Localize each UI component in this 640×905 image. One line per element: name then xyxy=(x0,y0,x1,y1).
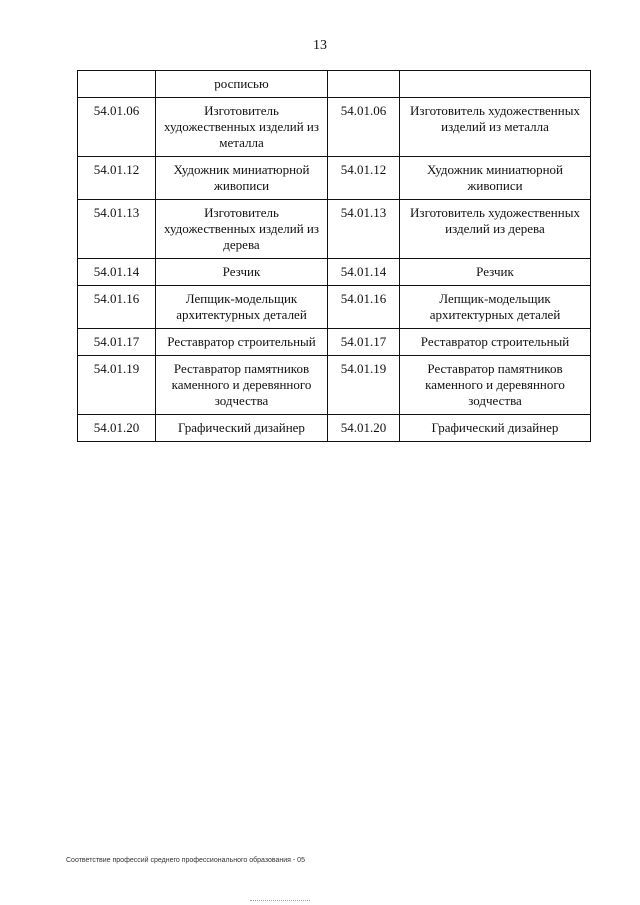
new-name-cell xyxy=(400,71,591,98)
new-code-cell: 54.01.06 xyxy=(328,98,400,157)
page-number: 13 xyxy=(313,38,327,53)
table-row xyxy=(78,286,591,329)
new-name-cell: Графический дизайнер xyxy=(400,415,591,442)
old-code-cell: 54.01.16 xyxy=(78,286,156,329)
new-name-cell: Реставратор памятников каменного и деревянного зодчества xyxy=(400,356,591,415)
footer-note: Соответствие профессий среднего профессионального образования - 05 xyxy=(66,857,305,864)
new-code-cell: 54.01.13 xyxy=(328,200,400,259)
new-name-cell: Изготовитель художественных изделий из дерева xyxy=(400,200,591,259)
old-code-cell: 54.01.14 xyxy=(78,259,156,286)
new-code-cell: 54.01.20 xyxy=(328,415,400,442)
new-code-cell: 54.01.17 xyxy=(328,329,400,356)
table-row xyxy=(78,259,591,286)
old-code-cell: 54.01.20 xyxy=(78,415,156,442)
table-body xyxy=(78,71,591,442)
old-name-cell: росписью xyxy=(156,71,328,98)
profession-correspondence-table xyxy=(77,70,591,442)
new-code-cell: 54.01.14 xyxy=(328,259,400,286)
table-row xyxy=(78,71,591,98)
table-row xyxy=(78,415,591,442)
old-code-cell: 54.01.13 xyxy=(78,200,156,259)
table-row xyxy=(78,98,591,157)
old-name-cell: Художник миниатюрной живописи xyxy=(156,157,328,200)
old-name-cell: Реставратор строительный xyxy=(156,329,328,356)
new-name-cell: Изготовитель художественных изделий из металла xyxy=(400,98,591,157)
new-code-cell xyxy=(328,71,400,98)
table-row xyxy=(78,157,591,200)
new-code-cell: 54.01.16 xyxy=(328,286,400,329)
old-code-cell: 54.01.19 xyxy=(78,356,156,415)
old-name-cell: Лепщик-модельщик архитектурных деталей xyxy=(156,286,328,329)
old-name-cell: Изготовитель художественных изделий из дерева xyxy=(156,200,328,259)
new-name-cell: Резчик xyxy=(400,259,591,286)
old-code-cell: 54.01.12 xyxy=(78,157,156,200)
new-code-cell: 54.01.19 xyxy=(328,356,400,415)
old-code-cell: 54.01.06 xyxy=(78,98,156,157)
new-code-cell: 54.01.12 xyxy=(328,157,400,200)
old-name-cell: Резчик xyxy=(156,259,328,286)
table-row xyxy=(78,200,591,259)
old-name-cell: Реставратор памятников каменного и деревянного зодчества xyxy=(156,356,328,415)
new-name-cell: Реставратор строительный xyxy=(400,329,591,356)
new-name-cell: Художник миниатюрной живописи xyxy=(400,157,591,200)
new-name-cell: Лепщик-модельщик архитектурных деталей xyxy=(400,286,591,329)
old-code-cell xyxy=(78,71,156,98)
footer-divider xyxy=(250,900,310,902)
old-name-cell: Графический дизайнер xyxy=(156,415,328,442)
old-name-cell: Изготовитель художественных изделий из металла xyxy=(156,98,328,157)
old-code-cell: 54.01.17 xyxy=(78,329,156,356)
table-row xyxy=(78,329,591,356)
table-row xyxy=(78,356,591,415)
